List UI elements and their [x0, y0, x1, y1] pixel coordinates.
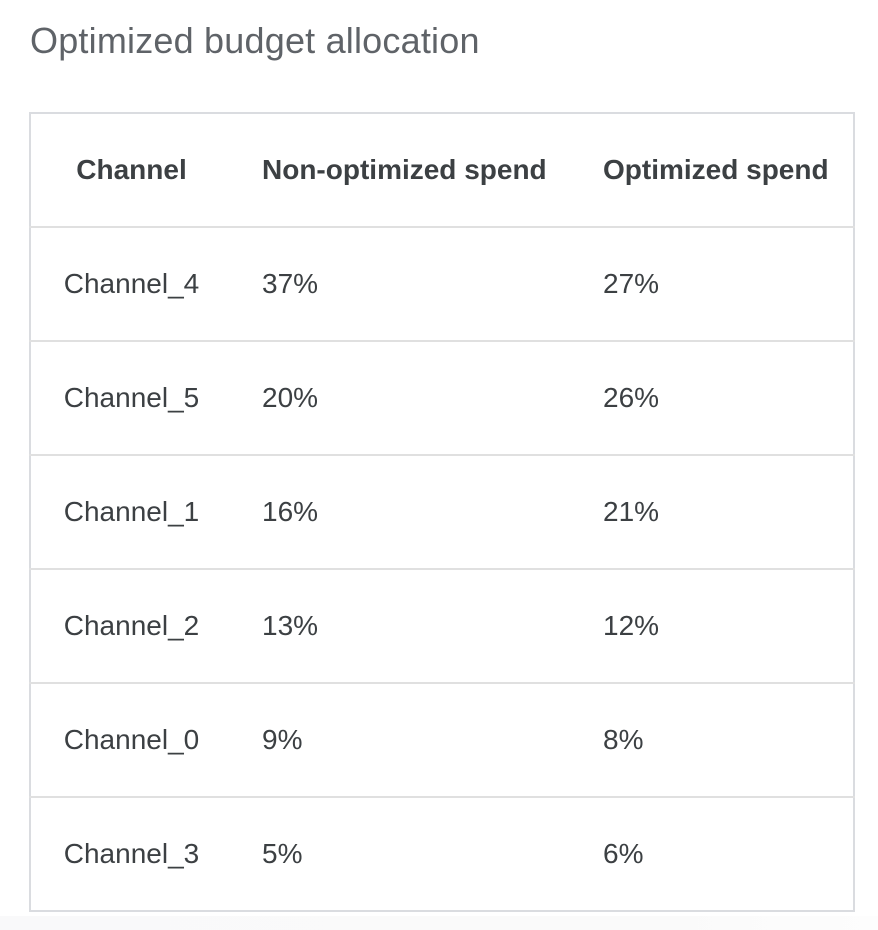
budget-allocation-table	[29, 112, 855, 912]
cell-optimized-spend: 27%	[573, 227, 854, 341]
page-bottom-edge	[0, 916, 878, 930]
cell-optimized-spend: 21%	[573, 455, 854, 569]
cell-channel: Channel_4	[30, 227, 232, 341]
cell-non-optimized-spend: 37%	[232, 227, 573, 341]
cell-channel: Channel_0	[30, 683, 232, 797]
cell-channel: Channel_5	[30, 341, 232, 455]
table-row	[30, 455, 854, 569]
table-row	[30, 683, 854, 797]
table-row	[30, 341, 854, 455]
cell-channel: Channel_3	[63, 838, 200, 869]
cell-optimized-spend: 26%	[573, 341, 854, 455]
cell-non-optimized-spend: 9%	[232, 683, 573, 797]
column-header-channel: Channel	[30, 113, 232, 227]
cell-optimized-spend: 8%	[573, 683, 854, 797]
column-header-non-optimized-spend: Non-optimized spend	[232, 113, 573, 227]
cell-optimized-spend: 12%	[573, 569, 854, 683]
cell-channel: Channel_2	[30, 569, 232, 683]
column-header-optimized-spend: Optimized spend	[573, 113, 854, 227]
page-title: Optimized budget allocation	[30, 20, 480, 61]
table-header-row	[30, 113, 854, 227]
table-row	[30, 797, 854, 911]
cell-non-optimized-spend: 16%	[232, 455, 573, 569]
table-row	[30, 569, 854, 683]
cell-channel: Channel_1	[30, 455, 232, 569]
table-row	[30, 227, 854, 341]
cell-non-optimized-spend: 20%	[232, 341, 573, 455]
cell-optimized-spend: 6%	[603, 838, 644, 869]
cell-non-optimized-spend: 5%	[262, 838, 303, 869]
cell-non-optimized-spend: 13%	[232, 569, 573, 683]
